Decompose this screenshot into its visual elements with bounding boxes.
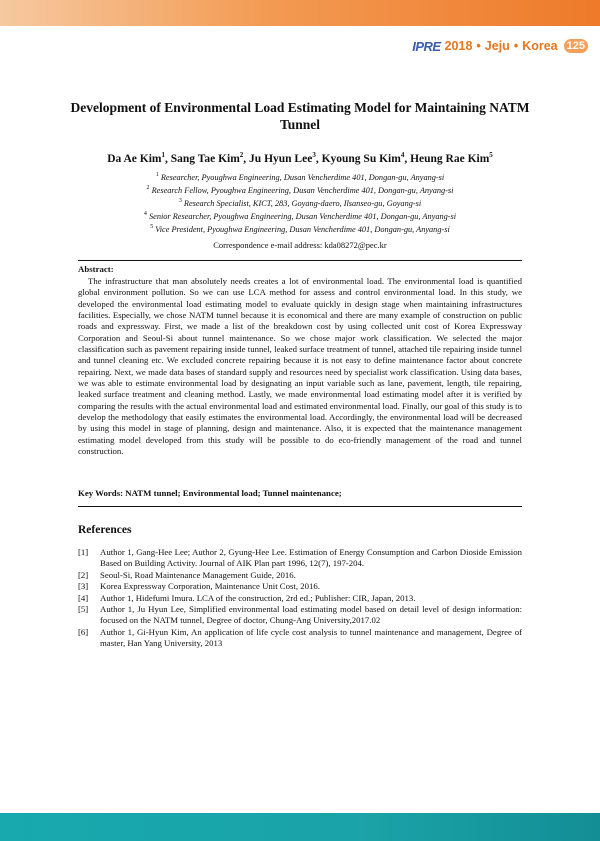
author-name: Da Ae Kim — [107, 152, 162, 165]
affiliation-sup: 4 — [143, 210, 147, 217]
reference-text: Author 1, Hidefumi Imura. LCA of the construction, 2rd ed.; Publisher: CIR, Japan, 2013. — [100, 592, 416, 603]
author-name: Heung Rae Kim — [410, 152, 490, 165]
conference-year: 2018 — [444, 39, 473, 53]
author-sup: 4 — [400, 151, 405, 159]
divider — [78, 260, 522, 261]
reference-number: [4] — [78, 592, 89, 603]
footer-teal-bar — [0, 813, 600, 841]
abstract-text: The infrastructure that man absolutely needs creates a lot of environmental load. The environmental load is quantified global environment pollution. So we can use LCA method for assess and control environmental load. In this study, we developed the environmental load estimating model to evaluate quickly in design stage when maintaining infrastructures facilities. Especially, we chose NATM tunnel because it is economical and there are many example of construction on public roads and expressway. First, we made a list of the breakdown cost by using collected unit cost of Korea Expressway Corporation and Seoul-Si about tunnel maintenance. So we chose major work classification. We selected the major classification such as pavement repairing inside tunnel, leaked surface treatment of tunnel, attached tile repairing inside tunnel and tunnel cleaning etc. We excluded concrete repairing because it is not easy to define maintenance factor about concrete repairing. Next, we made data bases of standard supply and resources need by specialist work classification. Using data bases, we was able to estimate environmental load by designating an input variable such as lane, pavement, length, tile repairing, leaked surface treatment and cleaning method. Lastly, we made environmental load estimating model after it is verified by comparing the results with the actual environmental load and estimated environmental load. Finally, our goal of this study is to develop the methodology that easily estimates the environmental load. Accordingly, the environmental load will be decreased by using this model in stage of planning, design and maintenance. Also, it is expected that the maintenance management estimating model developed from this study will be possible to do eco-friendly management of the road and tunnel construction. — [78, 276, 522, 457]
anniversary-badge: 125 — [564, 39, 588, 53]
divider — [78, 506, 522, 507]
reference-text: Seoul-Si, Road Maintenance Management Guide, 2016. — [100, 569, 296, 580]
keywords: Key Words: NATM tunnel; Environmental load; Tunnel maintenance; — [78, 488, 342, 498]
author-name: Ju Hyun Lee — [249, 152, 313, 165]
separator-dot: • — [513, 39, 519, 53]
affiliation-sup: 1 — [155, 172, 159, 178]
affiliation-sup: 3 — [178, 197, 182, 204]
paper-title: Development of Environmental Load Estimating Model for Maintaining NATM Tunnel — [70, 100, 530, 132]
affiliation-list — [40, 170, 560, 235]
affiliation-text: Senior Researcher, Pyoughwa Engineering, Dusan Vencherdime 401, Dongan-gu, Anyang-si — [148, 211, 457, 221]
author-sup: 1 — [161, 151, 166, 159]
author-sup: 3 — [312, 151, 316, 159]
affiliation-line — [40, 222, 560, 235]
reference-item — [78, 570, 522, 581]
reference-number: [6] — [78, 626, 89, 637]
author-sup: 5 — [489, 151, 493, 159]
conference-logo — [412, 37, 588, 55]
reference-text: Author 1, Gi-Hyun Kim, An application of life cycle cost analysis to tunnel maintenance and management, Degree of master, Han Yang University, 2013 — [100, 626, 522, 649]
affiliation-text: Vice President, Pyoughwa Engineering, Dusan Vencherdime 401, Dongan-gu, Anyang-si — [155, 224, 450, 234]
reference-item — [78, 581, 522, 592]
header-orange-bar — [0, 0, 600, 26]
abstract-heading: Abstract: — [78, 264, 114, 274]
separator-dot: • — [476, 39, 481, 53]
conference-country: Korea — [522, 39, 558, 53]
reference-text: Korea Expressway Corporation, Maintenance Unit Cost, 2016. — [100, 581, 320, 592]
references-heading: References — [78, 524, 132, 536]
conference-city: Jeju — [484, 39, 510, 53]
author-list: Da Ae Kim$^1$, Sang Tae Kim$^2$, Ju Hyun Lee$^3$, Kyoung Su Kim$^4$, Heung Rae Kim$^5$ — [107, 151, 493, 165]
reference-number: [5] — [78, 604, 89, 615]
reference-item — [78, 593, 522, 604]
affiliation-text: Research Fellow, Pyoughwa Engineering, Dusan Vencherdime 401, Dongan-gu, Anyang-si — [151, 185, 454, 195]
affiliation-line — [40, 196, 560, 209]
reference-text: Author 1, Gang-Hee Lee; Author 2, Gyung-Hee Lee. Estimation of Energy Consumption and Carbon Dioside Emission Based on Building Activity. Journal of AIK Plan part 1996, 12(7), 197-204. — [100, 547, 522, 569]
reference-item — [78, 627, 522, 650]
ipre-logo-mark: IPRE — [412, 38, 441, 54]
reference-number: [2] — [78, 569, 89, 580]
affiliation-text: Researcher, Pyoughwa Engineering, Dusan Vencherdime 401, Dongan-gu, Anyang-si — [160, 172, 445, 182]
affiliation-line — [40, 183, 560, 196]
affiliation-sup: 2 — [146, 184, 150, 191]
reference-item — [78, 547, 522, 570]
reference-number: [3] — [78, 581, 89, 592]
affiliation-text: Research Specialist, KICT, 283, Goyang-daero, Ilsanseo-gu, Goyang-si — [183, 198, 422, 208]
affiliation-sup: 5 — [150, 223, 154, 230]
affiliation-line — [40, 209, 560, 222]
reference-item — [78, 604, 522, 627]
reference-text: Author 1, Ju Hyun Lee, Simplified environmental load estimating model based on detail level of design information: focused on the NATM tunnel, Degree of doctor, Chung-Ang University,2017.02 — [100, 604, 522, 626]
correspondence-email: Correspondence e-mail address: kda08272@pec.kr — [213, 240, 387, 250]
author-name: Sang Tae Kim — [170, 152, 240, 165]
author-name: Kyoung Su Kim — [321, 152, 401, 165]
reference-number: [1] — [78, 547, 89, 557]
author-sup: 2 — [239, 151, 244, 159]
reference-list — [78, 547, 522, 650]
affiliation-line — [40, 170, 560, 183]
